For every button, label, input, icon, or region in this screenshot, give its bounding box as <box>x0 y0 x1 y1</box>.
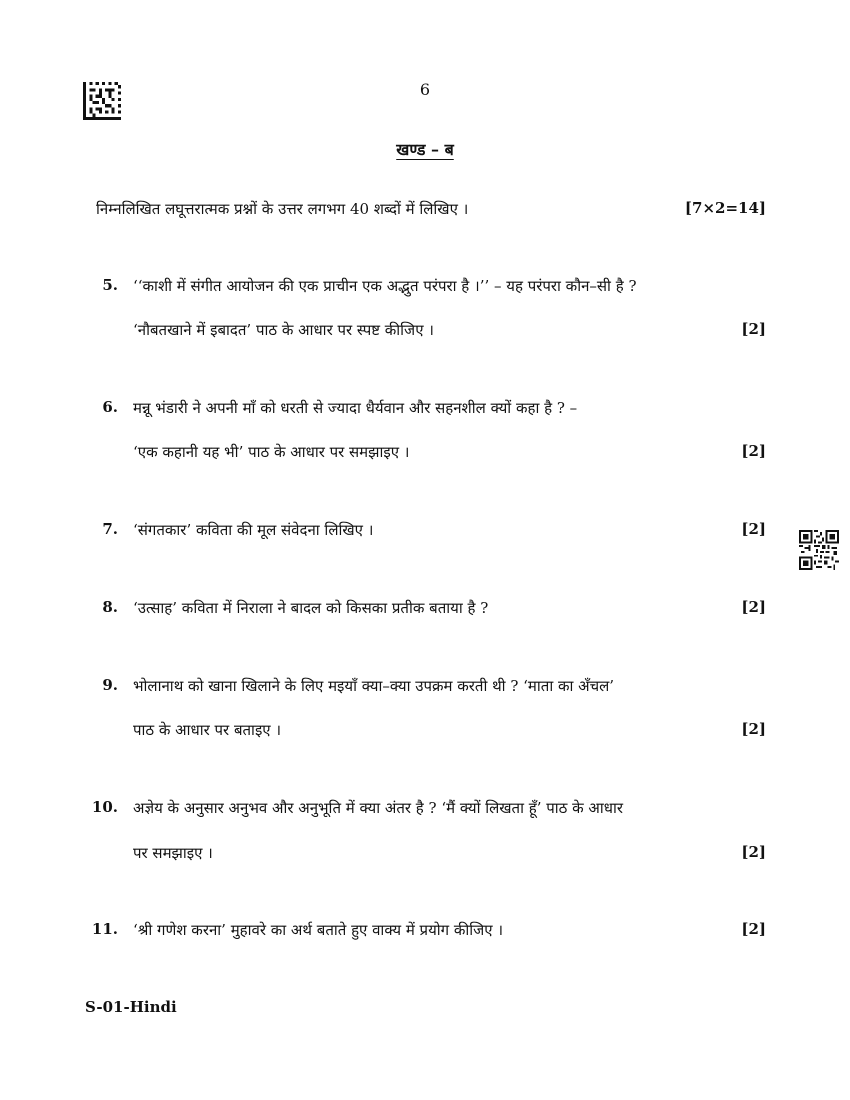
question-text-line-1: अज्ञेय के अनुसार अनुभव और अनुभूति में क्या अंतर है ? ‘मैं क्यों लिखता हूँ’ पाठ के आधार <box>133 799 624 817</box>
question-marks: [2] <box>741 920 766 938</box>
question-text-line-1: भोलानाथ को खाना खिलाने के लिए मइयाँ क्या–क्या उपक्रम करती थी ? ‘माता का अँचल’ <box>133 677 615 695</box>
question-number: 5. <box>102 276 118 294</box>
page-number: 6 <box>419 80 431 99</box>
question-marks: [2] <box>741 320 766 338</box>
qr-code-icon <box>799 530 839 570</box>
question-marks: [2] <box>741 843 766 861</box>
footer-code: S-01-Hindi <box>85 998 177 1016</box>
question-text-line-1: ‘‘काशी में संगीत आयोजन की एक प्राचीन एक अद्भुत परंपरा है ।’’ – यह परंपरा कौन–सी है ? <box>133 277 637 295</box>
question-marks: [2] <box>741 720 766 738</box>
question-number: 8. <box>102 598 118 616</box>
section-title <box>0 138 850 160</box>
question-number: 10. <box>91 798 118 816</box>
question-number: 6. <box>102 398 118 416</box>
question-number: 7. <box>102 520 118 538</box>
question-text-line-2: ‘एक कहानी यह भी’ पाठ के आधार पर समझाइए । <box>133 443 410 461</box>
instruction-text: निम्नलिखित लघूत्तरात्मक प्रश्नों के उत्तर लगभग 40 शब्दों में लिखिए । <box>96 200 469 218</box>
question-text-line-2: ‘नौबतखाने में इबादत’ पाठ के आधार पर स्पष्ट कीजिए । <box>133 321 434 339</box>
question-text-line-2: पाठ के आधार पर बताइए । <box>133 721 282 739</box>
question-text-line-1: ‘उत्साह’ कविता में निराला ने बादल को किसका प्रतीक बताया है ? <box>133 599 489 617</box>
question-text-line-2: पर समझाइए । <box>133 844 213 862</box>
question-marks: [2] <box>741 598 766 616</box>
question-text-line-1: मन्नू भंडारी ने अपनी माँ को धरती से ज्यादा धैर्यवान और सहनशील क्यों कहा है ? – <box>133 399 578 417</box>
question-number: 9. <box>102 676 118 694</box>
question-text-line-1: ‘श्री गणेश करना’ मुहावरे का अर्थ बताते हुए वाक्य में प्रयोग कीजिए । <box>133 921 504 939</box>
section-title-text: खण्ड – ब <box>396 140 454 159</box>
question-marks: [2] <box>741 442 766 460</box>
question-number: 11. <box>91 920 118 938</box>
instruction-marks: [7×2=14] <box>684 199 766 217</box>
question-marks: [2] <box>741 520 766 538</box>
question-text-line-1: ‘संगतकार’ कविता की मूल संवेदना लिखिए । <box>133 521 374 539</box>
